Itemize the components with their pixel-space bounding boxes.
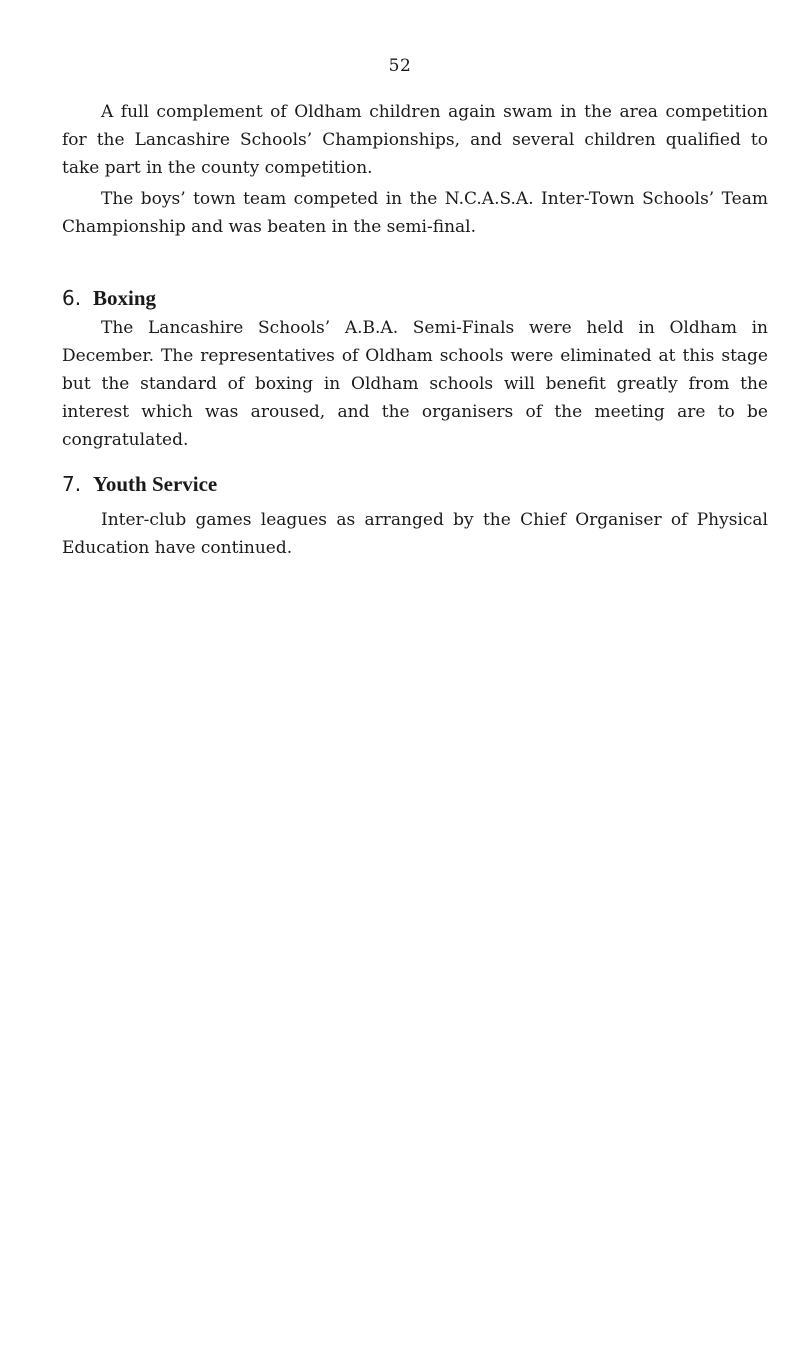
paragraph-boys-town-team: The boys’ town team competed in the N.C.A.S.A. Inter-Town Schools’ Team Championship and was beaten in the semi-final. xyxy=(62,189,768,237)
section-heading-youth-service xyxy=(62,470,217,498)
paragraph-boxing: The Lancashire Schools’ A.B.A. Semi-Finals were held in Oldham in December. The representatives of Oldham schools were eliminated at this stage but the standard of boxing in Oldham schools will benefit greatly from the interest which was aroused, and the organisers of the meeting are to be congratulated. xyxy=(62,318,768,450)
paragraph-swimming-area-competition: A full complement of Oldham children again swam in the area competition for the Lancashire Schools’ Championships, and several children qualified to take part in the county competition. xyxy=(62,102,768,178)
section-title: Youth Service xyxy=(93,472,218,496)
section-heading-boxing xyxy=(62,284,156,312)
page-number: 52 xyxy=(388,56,412,76)
paragraph-youth-service: Inter-club games leagues as arranged by the Chief Organiser of Physical Education have continued. xyxy=(62,510,768,558)
section-number: 7. xyxy=(62,472,82,496)
section-title: Boxing xyxy=(93,286,157,310)
section-number: 6. xyxy=(62,286,82,310)
